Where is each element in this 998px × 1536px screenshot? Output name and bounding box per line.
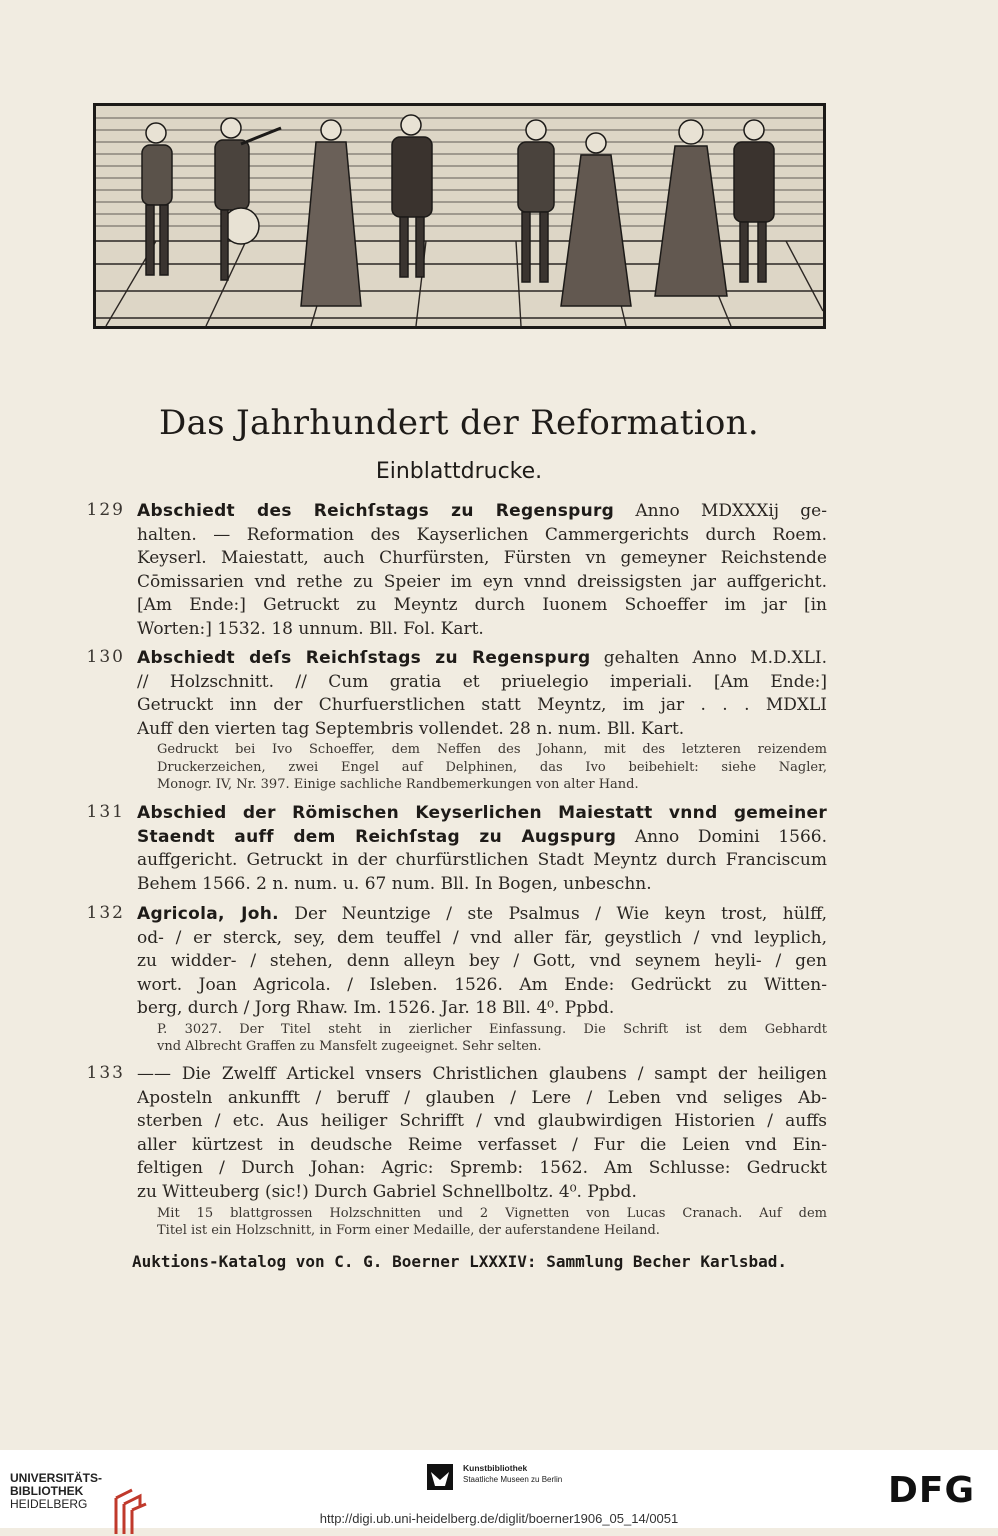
- entry-heading: Staendt auff dem Reichſstag zu Augspurg: [137, 826, 617, 847]
- entry-text: zu Witteuberg (sic!) Durch Gabriel Schnellboltz. 4⁰. Ppbd.: [137, 1181, 637, 1202]
- kunstbibliothek-logo[interactable]: [425, 1462, 563, 1496]
- entry-number: 132: [86, 903, 125, 923]
- catalog-entry-130: [86, 647, 827, 794]
- entry-number: 130: [86, 647, 125, 667]
- entry-number: 129: [86, 500, 125, 520]
- woodcut-dance-illustration: [96, 106, 823, 326]
- catalog-entry-133: [86, 1063, 827, 1240]
- entry-text: Auff den vierten tag Septembris vollendet. 28 n. num. Bll. Kart.: [137, 718, 685, 739]
- entry-heading: Abschied der Römischen Keyserlichen Maiestatt vnnd gemeiner: [137, 803, 827, 823]
- entry-text: —— Die Zwelff Artickel vnsers Christlichen glaubens / sampt der heiligen: [137, 1064, 827, 1084]
- entry-text: berg, durch / Jorg Rhaw. Im. 1526. Jar. 18 Bll. 4⁰. Ppbd.: [137, 998, 615, 1019]
- ub-emblem-icon: [110, 1484, 150, 1536]
- dfg-logo[interactable]: DFG: [888, 1470, 976, 1511]
- entry-note: vnd Albrecht Graffen zu Mansfelt zugeeignet. Sehr selten.: [157, 1039, 542, 1055]
- entry-text: wort. Joan Agricola. / Isleben. 1526. Am Ende: Gedrückt zu Witten-: [137, 974, 827, 995]
- catalog-footer: Auktions-Katalog von C. G. Boerner LXXXIV: Sammlung Becher Karlsbad.: [131, 1252, 788, 1271]
- entry-text: auffgericht. Getruckt in der churfürstlichen Stadt Meyntz durch Franciscum: [137, 850, 827, 871]
- catalog-entry-132: [86, 903, 827, 1056]
- entry-note: Mit 15 blattgrossen Holzschnitten und 2 Vignetten von Lucas Cranach. Auf dem: [157, 1205, 827, 1221]
- page-title: Das Jahrhundert der Reformation.: [159, 403, 759, 443]
- entry-note: P. 3027. Der Titel steht in zierlicher Einfassung. Die Schrift ist dem Gebhardt: [157, 1021, 827, 1037]
- entry-text: // Holzschnitt. // Cum gratia et priuelegio imperiali. [Am Ende:]: [137, 671, 827, 692]
- entry-text: feltigen / Durch Johan: Agric: Spremb: 1562. Am Schlusse: Gedruckt: [137, 1158, 827, 1179]
- entry-text: Worten:] 1532. 18 unnum. Bll. Fol. Kart.: [137, 618, 484, 639]
- entry-text: Anno Domini 1566.: [616, 826, 827, 847]
- entry-heading: Agricola, Joh.: [137, 904, 279, 924]
- catalog-entry-129: [86, 500, 827, 642]
- entry-number: 131: [86, 802, 125, 822]
- entry-note: Druckerzeichen, zwei Engel auf Delphinen, das Ivo beibehielt: siehe Nagler,: [157, 759, 827, 775]
- entry-text: Keyserl. Maiestatt, auch Churfürsten, Fürsten vn gemeyner Reichstende: [137, 548, 827, 569]
- entry-text: sterben / etc. Aus heiliger Schrifft / vnd glaubwirdigen Historien / auffs: [137, 1111, 827, 1132]
- entry-heading: Abschiedt des Reichſstags zu Regenspurg: [137, 501, 615, 521]
- entry-text: gehalten Anno M.D.XLI.: [590, 648, 827, 668]
- woodcut-illustration: [93, 103, 826, 329]
- kb-line-1: Kunstbibliothek: [463, 1463, 528, 1473]
- entry-text: Anno MDXXXij ge-: [614, 501, 827, 521]
- source-url-link[interactable]: http://digi.ub.uni-heidelberg.de/diglit/boerner1906_05_14/0051: [319, 1511, 679, 1526]
- ub-heidelberg-logo[interactable]: [10, 1472, 102, 1511]
- entry-text: [Am Ende:] Getruckt zu Meyntz durch Iuonem Schoeffer im jar [in: [137, 595, 827, 616]
- entry-note: Monogr. IV, Nr. 397. Einige sachliche Randbemerkungen von alter Hand.: [157, 777, 639, 793]
- kunstbibliothek-eagle-icon: [425, 1462, 455, 1492]
- entry-text: halten. — Reformation des Kayserlichen Cammergerichts durch Roem.: [137, 524, 827, 545]
- entry-text: Behem 1566. 2 n. num. u. 67 num. Bll. In Bogen, unbeschn.: [137, 873, 652, 894]
- entry-text: zu widder- / stehen, denn alleyn bey / Gott, vnd seynem heyli- / gen: [137, 951, 827, 972]
- entry-text: aller kürtzest in deudsche Reime verfasset / Fur die Leien vnd Ein-: [137, 1134, 827, 1155]
- entry-text: od- / er sterck, sey, dem teuffel / vnd aller fär, geystlich / vnd leyplich,: [137, 927, 827, 948]
- catalog-entry-131: [86, 802, 827, 896]
- entry-number: 133: [86, 1063, 125, 1083]
- kb-line-2: Staatliche Museen zu Berlin: [463, 1475, 563, 1484]
- entry-text: Aposteln ankunfft / beruff / glauben / Lere / Leben vnd seliges Ab-: [137, 1087, 827, 1108]
- ub-line-3: HEIDELBERG: [10, 1497, 88, 1511]
- ub-line-1: UNIVERSITÄTS-: [10, 1471, 103, 1485]
- entry-heading: Abschiedt deſs Reichſstags zu Regenspurg: [137, 648, 591, 668]
- entry-note: Titel ist ein Holzschnitt, in Form einer Medaille, der auferstandene Heiland.: [157, 1223, 660, 1239]
- entry-text: Getruckt inn der Churfuerstlichen statt Meyntz, im jar . . . MDXLI: [137, 695, 827, 716]
- entry-text: Der Neuntzige / ste Psalmus / Wie keyn trost, hülff,: [278, 904, 827, 924]
- entry-text: Cōmissarien vnd rethe zu Speier im eyn vnnd dreissigsten jar auffgericht.: [137, 571, 827, 592]
- ub-line-2: BIBLIOTHEK: [10, 1484, 84, 1498]
- page-subtitle: Einblattdrucke.: [375, 459, 543, 484]
- entry-note: Gedruckt bei Ivo Schoeffer, dem Neffen des Johann, mit des letzteren reizendem: [157, 742, 827, 758]
